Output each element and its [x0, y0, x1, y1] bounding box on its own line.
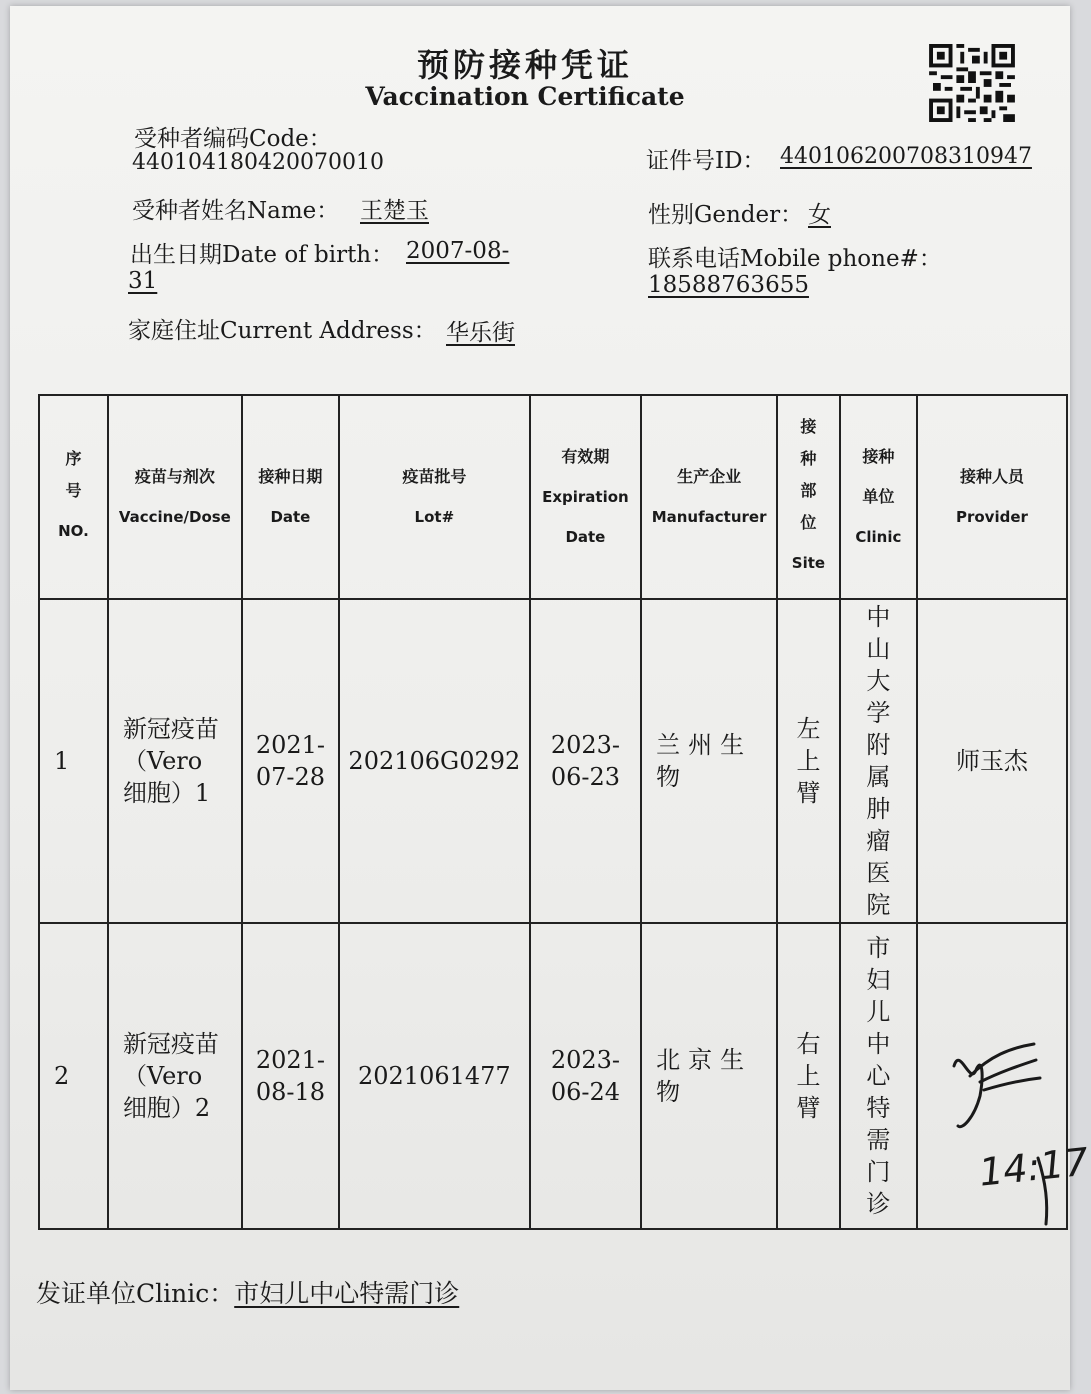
row2-expiration: 2023-06-24 — [530, 923, 642, 1229]
gender-value: 女 — [808, 202, 831, 228]
address-label: 家庭住址Current Address： — [128, 318, 437, 344]
row1-manufacturer: 兰州生物 — [641, 599, 777, 923]
certificate-paper — [10, 6, 1091, 1390]
title-chinese: 预防接种凭证 — [416, 46, 633, 84]
row2-clinic: 市妇儿中心特需门诊 — [840, 923, 917, 1229]
row2-manufacturer: 北京生物 — [641, 923, 777, 1229]
row2-no: 2 — [39, 923, 108, 1229]
id-label: 证件号ID： — [646, 148, 766, 174]
qr-code-icon — [928, 44, 1016, 122]
row1-expiration: 2023-06-23 — [530, 599, 642, 923]
header-expiration: 有效期 Expiration Date — [530, 395, 642, 599]
id-value: 440106200708310947 — [780, 144, 1032, 169]
phone-value: 18588763655 — [648, 272, 809, 298]
header-vaccine: 疫苗与剂次 Vaccine/Dose — [108, 395, 242, 599]
row1-provider: 师玉杰 — [917, 599, 1067, 923]
header-no: 序号 NO. — [39, 395, 108, 599]
svg-text:14:17: 14:17 — [976, 1139, 1091, 1195]
row1-no: 1 — [39, 599, 108, 923]
table-header-row — [39, 395, 1067, 599]
issuing-clinic-label: 发证单位Clinic： — [36, 1279, 235, 1308]
code-label: 受种者编码Code： — [134, 126, 332, 152]
title-english: Vaccination Certificate — [365, 82, 685, 111]
vaccination-table — [38, 394, 1068, 1230]
dob-label: 出生日期Date of birth： — [130, 242, 395, 268]
gender-label: 性别Gender： — [648, 202, 804, 228]
issuing-clinic-value: 市妇儿中心特需门诊 — [234, 1279, 460, 1308]
row1-site: 左上臂 — [777, 599, 840, 923]
header-clinic: 接种单位 Clinic — [840, 395, 917, 599]
row2-date: 2021-08-18 — [242, 923, 339, 1229]
header-date: 接种日期 Date — [242, 395, 339, 599]
row1-lot: 202106G0292 — [339, 599, 530, 923]
header-manufacturer: 生产企业 Manufacturer — [641, 395, 777, 599]
name-label: 受种者姓名Name： — [132, 198, 340, 224]
name-value: 王楚玉 — [360, 198, 429, 224]
phone-label: 联系电话Mobile phone#： — [648, 246, 942, 272]
row1-vaccine: 新冠疫苗（Vero细胞）1 — [108, 599, 242, 923]
header-site: 接种部位 Site — [777, 395, 840, 599]
row1-date: 2021-07-28 — [242, 599, 339, 923]
table-row — [39, 599, 1067, 923]
table-row — [39, 923, 1067, 1229]
row2-site: 右上臂 — [777, 923, 840, 1229]
address-value: 华乐街 — [446, 320, 515, 346]
header-lot: 疫苗批号 Lot# — [339, 395, 530, 599]
row2-lot: 2021061477 — [339, 923, 530, 1229]
row2-vaccine: 新冠疫苗（Vero细胞）2 — [108, 923, 242, 1229]
handwritten-time — [976, 1128, 1091, 1228]
issuing-clinic — [36, 1274, 459, 1310]
header-provider: 接种人员 Provider — [917, 395, 1067, 599]
row1-clinic: 中山大学附属肿瘤医院 — [840, 599, 917, 923]
code-value: 440104180420070010 — [132, 150, 384, 175]
dob-value-part1: 2007-08- — [406, 238, 510, 264]
dob-value-part2: 31 — [128, 268, 158, 294]
